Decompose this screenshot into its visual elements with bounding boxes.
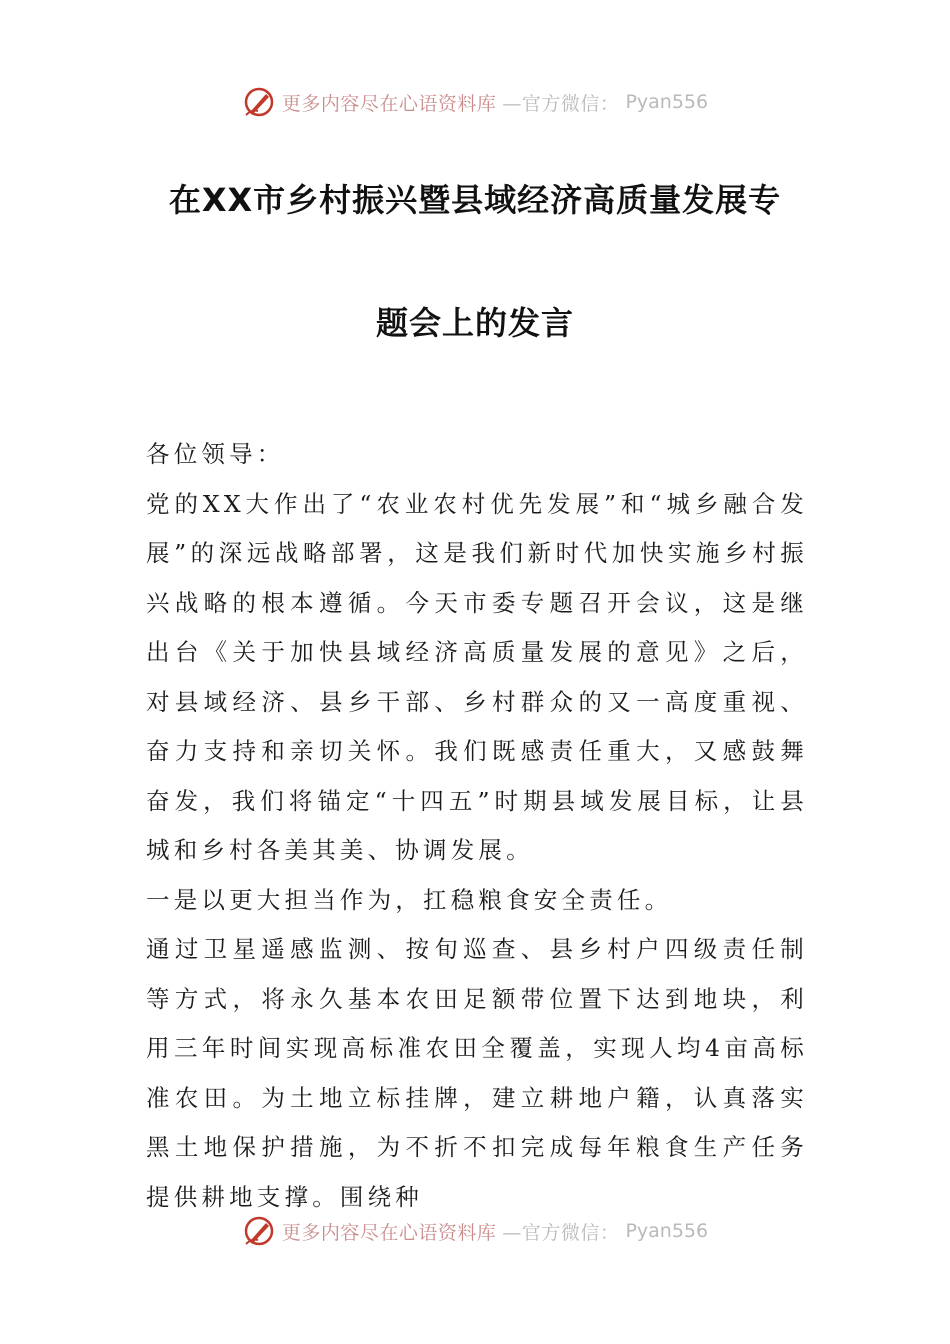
salutation: 各位领导：: [146, 440, 285, 468]
header-watermark: [0, 82, 950, 122]
document-body: [146, 430, 808, 1222]
pen-circle-icon: [242, 1214, 276, 1248]
watermark-main-text: 更多内容尽在心语资料库: [281, 1221, 497, 1244]
watermark-main-text: 更多内容尽在心语资料库: [281, 92, 497, 115]
watermark-wechat-label: —官方微信：: [502, 1221, 620, 1244]
footer-watermark: [0, 1211, 950, 1251]
watermark-wechat-id: Pyan556: [625, 1220, 709, 1242]
document-title-line-2: 题会上的发言: [375, 304, 574, 342]
watermark-wechat-label: —官方微信：: [502, 92, 620, 115]
watermark-wechat-id: Pyan556: [625, 91, 709, 113]
pen-circle-icon: [242, 85, 276, 119]
section-heading: 一是以更大担当作为，扛稳粮食安全责任。: [146, 885, 673, 914]
paragraph: 党的XX大作出了“农业农村优先发展”和“城乡融合发展”的深远战略部署，这是我们新时代加快实施乡村振兴战略的根本遵循。今天市委专题召开会议，这是继出台《关于加快县域经济高质量发展的意见》之后，对县域经济、县乡干部、乡村群众的又一高度重视、奋力支持和亲切关怀。我们既感责任重大，又感鼓舞奋发，我们将锚定“十四五”时期县域发展目标，让县城和乡村各美其美、协调发展。: [146, 489, 808, 864]
paragraph: 通过卫星遥感监测、按旬巡查、县乡村户四级责任制等方式，将永久基本农田足额带位置下达到地块，利用三年时间实现高标准农田全覆盖，实现人均4亩高标准农田。为土地立标挂牌，建立耕地户籍，认真落实黑土地保护措施，为不折不扣完成每年粮食生产任务提供耕地支撑。围绕种: [146, 935, 808, 1211]
document-title-line-1: 在XX市乡村振兴暨县域经济高质量发展专: [168, 181, 782, 219]
